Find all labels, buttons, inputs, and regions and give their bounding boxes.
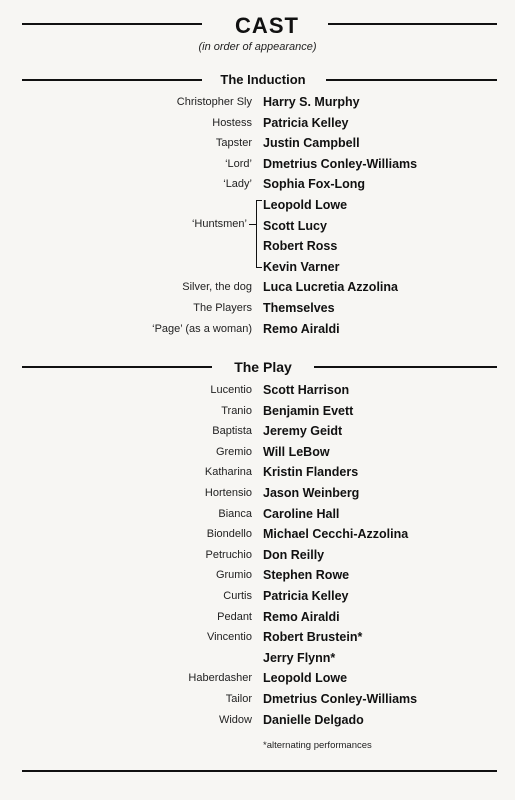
actor-name: Benjamin Evett — [263, 403, 354, 418]
actor-name: Danielle Delgado — [263, 712, 364, 727]
induction-rule-left — [22, 79, 202, 81]
role-name: Grumio — [215, 569, 252, 582]
actor-name: Kevin Varner — [263, 259, 340, 274]
actor-name: Scott Lucy — [263, 218, 327, 233]
actor-name: Jeremy Geidt — [263, 424, 343, 439]
role-name: Petruchio — [205, 548, 252, 561]
actor-name: Justin Campbell — [263, 136, 360, 151]
title-rule-right — [328, 23, 497, 25]
cast-row — [0, 648, 515, 669]
play-heading-row — [22, 357, 497, 377]
bottom-rule — [22, 770, 497, 772]
role-name: Haberdasher — [188, 672, 252, 685]
role-name: Tranio — [221, 404, 252, 417]
actor-name: Robert Ross — [263, 239, 338, 254]
actor-name: Jerry Flynn* — [263, 650, 336, 665]
cast-row — [0, 710, 515, 731]
role-name: Hostess — [212, 116, 252, 129]
cast-row — [0, 133, 515, 154]
play-heading: The Play — [234, 359, 292, 375]
actor-name: Themselves — [263, 300, 335, 315]
cast-row — [0, 545, 515, 566]
huntsmen-bracket-tick — [249, 224, 256, 225]
actor-name: Scott Harrison — [263, 383, 350, 397]
cast-row — [0, 113, 515, 134]
play-rule-left — [22, 366, 212, 368]
page-subtitle: (in order of appearance) — [198, 41, 317, 53]
cast-row — [0, 462, 515, 483]
play-cast-list — [0, 380, 515, 730]
actor-name: Stephen Rowe — [263, 568, 350, 583]
cast-row — [0, 401, 515, 422]
cast-row — [0, 319, 515, 340]
cast-row — [0, 607, 515, 628]
role-name: Lucentio — [210, 384, 252, 396]
actor-name: Leopold Lowe — [263, 671, 348, 686]
actor-name: Dmetrius Conley-Williams — [263, 156, 418, 171]
role-name: The Players — [193, 301, 252, 314]
actor-name: Will LeBow — [263, 444, 330, 459]
actor-name: Sophia Fox-Long — [263, 177, 366, 192]
role-name: Gremio — [215, 445, 252, 458]
actor-name: Leopold Lowe — [263, 197, 348, 212]
role-name: Curtis — [223, 589, 252, 602]
role-name: Hortensio — [204, 486, 252, 499]
actor-name: Harry S. Murphy — [263, 95, 360, 109]
cast-row — [0, 92, 515, 113]
cast-row — [0, 421, 515, 442]
title-rule-left — [22, 23, 202, 25]
role-name: Christopher Sly — [176, 96, 252, 108]
role-name: Bianca — [218, 507, 252, 520]
cast-row — [0, 298, 515, 319]
actor-name: Jason Weinberg — [263, 485, 360, 500]
actor-name: Remo Airaldi — [263, 609, 340, 624]
cast-row — [0, 483, 515, 504]
cast-row — [0, 565, 515, 586]
cast-row — [0, 668, 515, 689]
cast-row — [0, 154, 515, 175]
cast-row — [0, 504, 515, 525]
cast-row — [0, 627, 515, 648]
cast-row — [0, 689, 515, 710]
page-title: CAST — [235, 13, 299, 38]
actor-name: Dmetrius Conley-Williams — [263, 691, 418, 706]
role-name: ‘Page’ (as a woman) — [152, 322, 252, 335]
role-name: ‘Lord’ — [225, 157, 252, 170]
role-name: Tailor — [225, 692, 252, 705]
cast-row — [0, 380, 515, 401]
role-name: Pedant — [217, 610, 252, 623]
actor-name: Patricia Kelley — [263, 115, 349, 130]
huntsmen-bracket — [256, 200, 262, 268]
title-row — [22, 12, 497, 40]
role-name: Widow — [218, 713, 252, 726]
role-name: Tapster — [215, 137, 252, 150]
footnote: *alternating performances — [263, 740, 372, 751]
actor-name: Michael Cecchi-Azzolina — [263, 527, 409, 542]
actor-name: Luca Lucretia Azzolina — [263, 280, 398, 295]
role-name: Katharina — [204, 466, 252, 479]
role-name: Silver, the dog — [182, 281, 252, 294]
induction-heading-row — [22, 70, 497, 90]
actor-name: Remo Airaldi — [263, 321, 340, 336]
role-name: ‘Lady’ — [223, 178, 252, 191]
role-name: Biondello — [206, 528, 252, 541]
actor-name: Kristin Flanders — [263, 465, 359, 480]
cast-row — [0, 524, 515, 545]
play-rule-right — [314, 366, 497, 368]
actor-name: Caroline Hall — [263, 506, 340, 521]
actor-name: Don Reilly — [263, 547, 325, 562]
actor-name: Patricia Kelley — [263, 588, 349, 603]
huntsmen-role-label: ‘Huntsmen’ — [191, 218, 247, 230]
cast-row — [0, 277, 515, 298]
cast-row — [0, 586, 515, 607]
actor-name: Robert Brustein* — [263, 630, 363, 645]
induction-rule-right — [326, 79, 497, 81]
role-name: Vincentio — [206, 631, 252, 644]
cast-row — [0, 442, 515, 463]
induction-heading: The Induction — [220, 72, 306, 87]
role-name: Baptista — [212, 425, 252, 438]
cast-row — [0, 174, 515, 195]
